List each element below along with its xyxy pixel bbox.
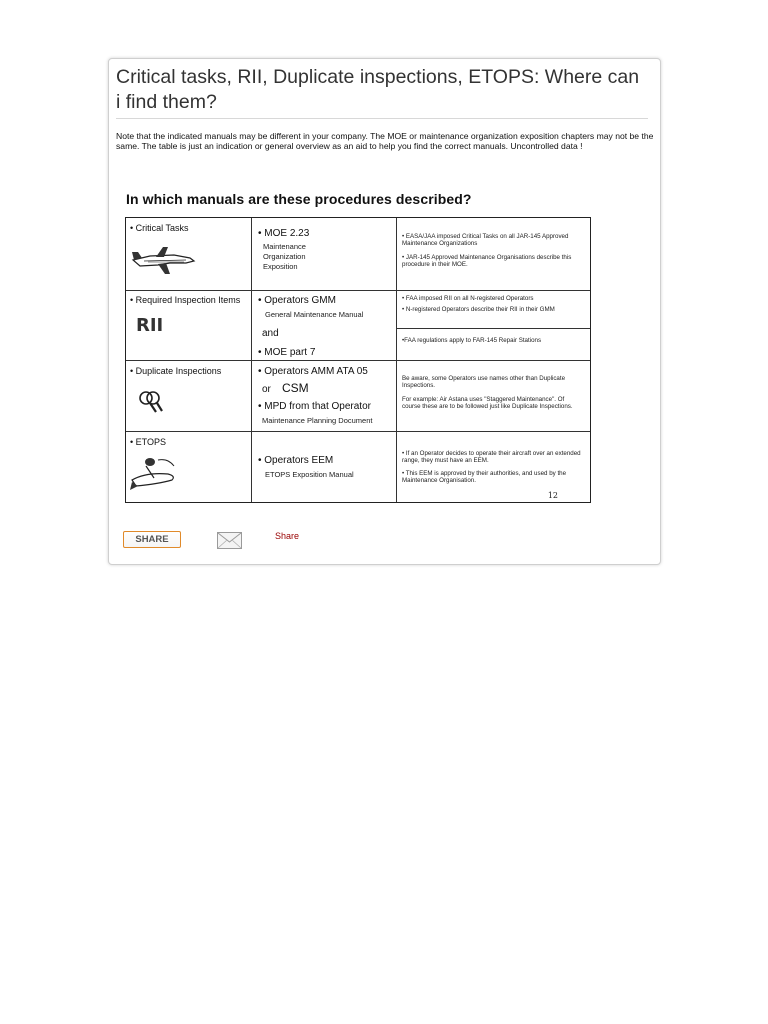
- row-manual-moe-223: • MOE 2.23: [258, 228, 310, 239]
- row-manual-mpd-sub: Maintenance Planning Document: [262, 416, 373, 425]
- row-note-rii-2: • N-registered Operators describe their RII in their GMM: [402, 306, 555, 313]
- row-topic-critical-tasks: • Critical Tasks: [130, 223, 189, 233]
- page-number: 12: [547, 491, 558, 500]
- row-manual-operators-eem: • Operators EEM: [258, 455, 334, 466]
- row-manual-gmm-sub: General Maintenance Manual: [265, 310, 364, 319]
- row-manual-operators-gmm: • Operators GMM: [258, 295, 336, 306]
- turboprop-aircraft-icon: [128, 450, 180, 492]
- row-note-rii-1: • FAA imposed RII on all N-registered Operators: [402, 295, 534, 302]
- rii-logo: RII: [136, 315, 164, 336]
- magnifier-icon: [136, 386, 166, 416]
- row-manual-eem-sub: ETOPS Exposition Manual: [265, 470, 354, 479]
- scanned-document-image: [124, 187, 594, 507]
- row-note-etops-1: • If an Operator decides to operate their aircraft over an extended range, they must have an EEM.: [402, 450, 581, 464]
- row-manual-sub-2: Organization: [263, 252, 306, 261]
- row-topic-duplicate: • Duplicate Inspections: [130, 366, 222, 376]
- row-manual-csm: CSM: [282, 381, 309, 395]
- row-note-duplicate-2: For example: Air Astana uses "Staggered Maintenance". Of course these are to be followed just like Duplicate Inspections.: [402, 396, 573, 410]
- row-manual-moe-part7: • MOE part 7: [258, 347, 316, 358]
- row-manual-or: or: [262, 384, 271, 395]
- share-bar: [123, 530, 643, 552]
- mail-icon[interactable]: [217, 532, 242, 549]
- post-intro: Note that the indicated manuals may be different in your company. The MOE or maintenance organization exposition chapters may not be the same. The table is just an indication or general overview as an aid to help you find the correct manuals. Uncontrolled data !: [116, 131, 654, 151]
- post-title: Critical tasks, RII, Duplicate inspections, ETOPS: Where can i find them?: [116, 65, 648, 119]
- row-manual-sub-3: Exposition: [263, 262, 298, 271]
- aircraft-icon: [130, 242, 196, 276]
- row-note-duplicate-1: Be aware, some Operators use names other than Duplicate Inspections.: [402, 375, 566, 389]
- document-heading: In which manuals are these procedures described?: [126, 191, 472, 207]
- row-topic-rii: • Required Inspection Items: [130, 295, 241, 305]
- share-link[interactable]: Share: [275, 531, 300, 541]
- row-topic-etops: • ETOPS: [130, 437, 166, 447]
- share-button[interactable]: SHARE: [123, 531, 181, 548]
- row-manual-and: and: [262, 328, 279, 339]
- row-note-rii-3: •FAA regulations apply to FAR-145 Repair Stations: [402, 337, 542, 344]
- row-manual-mpd: • MPD from that Operator: [258, 401, 371, 412]
- row-note-critical-2: • JAR-145 Approved Maintenance Organisations describe this procedure in their MOE.: [402, 254, 572, 268]
- row-note-etops-2: • This EEM is approved by their authorities, and used by the Maintenance Organisation.: [402, 470, 567, 484]
- row-manual-operators-amm: • Operators AMM ATA 05: [258, 366, 368, 377]
- procedures-table: [125, 217, 591, 503]
- row-manual-sub-1: Maintenance: [263, 242, 306, 251]
- row-note-critical-1: • EASA/JAA imposed Critical Tasks on all JAR-145 Approved Maintenance Organizations: [402, 233, 569, 247]
- post-card: [108, 58, 661, 565]
